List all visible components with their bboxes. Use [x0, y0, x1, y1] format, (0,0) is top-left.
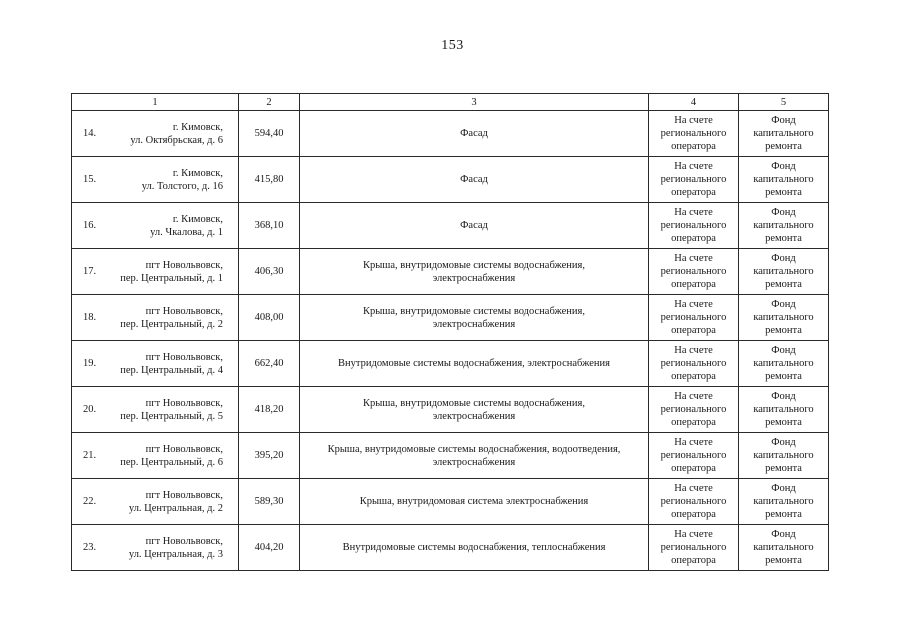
- page-number: 153: [441, 38, 464, 53]
- address-line-1: г. Кимовск,: [172, 167, 223, 179]
- account-line-1: На счете: [674, 207, 713, 218]
- fund-line-1: Фонд: [771, 437, 796, 448]
- fund-line-2: капитального: [753, 312, 814, 323]
- address-line-2: ул. Чкалова, д. 1: [150, 226, 223, 238]
- header-cell-1: 1: [72, 94, 239, 111]
- fund-line-3: ремонта: [765, 463, 802, 474]
- fund-line-3: ремонта: [765, 555, 802, 566]
- area-cell: 408,00: [239, 295, 300, 341]
- account-line-3: оператора: [671, 555, 716, 566]
- header-cell-2: 2: [239, 94, 300, 111]
- account-line-1: На счете: [674, 529, 713, 540]
- row-number: 18.: [83, 312, 97, 323]
- fund-line-3: ремонта: [765, 141, 802, 152]
- account-line-1: На счете: [674, 437, 713, 448]
- area-cell: 368,10: [239, 203, 300, 249]
- fund-cell: [739, 387, 829, 433]
- address-line-1: г. Кимовск,: [172, 213, 223, 225]
- fund-line-2: капитального: [753, 266, 814, 277]
- row-number: 21.: [83, 450, 97, 461]
- address-cell: [72, 525, 239, 571]
- works-line-1: Внутридомовые системы водоснабжения, электроснабжения: [338, 358, 610, 369]
- address-line-1: пгт Новольвовск,: [145, 305, 223, 317]
- table-row: [72, 479, 829, 525]
- area-cell: 415,80: [239, 157, 300, 203]
- address-line-2: ул. Центральная, д. 2: [128, 502, 223, 514]
- area-cell: 589,30: [239, 479, 300, 525]
- works-cell: [300, 525, 649, 571]
- works-line-1: Крыша, внутридомовые системы водоснабжения,: [363, 259, 585, 271]
- fund-line-1: Фонд: [771, 253, 796, 264]
- account-cell: [649, 295, 739, 341]
- address-cell: [72, 203, 239, 249]
- account-line-2: регионального: [660, 266, 727, 277]
- account-line-3: оператора: [671, 141, 716, 152]
- account-cell: [649, 433, 739, 479]
- address-cell: [72, 111, 239, 157]
- account-line-1: На счете: [674, 345, 713, 356]
- account-line-2: регионального: [660, 542, 727, 553]
- area-cell: 406,30: [239, 249, 300, 295]
- address-cell: [72, 295, 239, 341]
- account-line-2: регионального: [660, 404, 727, 415]
- table-row: [72, 525, 829, 571]
- works-line-1: Фасад: [460, 174, 488, 185]
- fund-line-3: ремонта: [765, 325, 802, 336]
- account-line-1: На счете: [674, 115, 713, 126]
- fund-cell: [739, 433, 829, 479]
- fund-line-1: Фонд: [771, 115, 796, 126]
- works-line-2: электроснабжения: [432, 318, 516, 330]
- works-line-2: электроснабжения: [432, 410, 516, 422]
- address-line-1: г. Кимовск,: [172, 121, 223, 133]
- address-line-2: ул. Октябрьская, д. 6: [130, 134, 223, 146]
- account-line-3: оператора: [671, 279, 716, 290]
- address-line-1: пгт Новольвовск,: [145, 259, 223, 271]
- fund-line-2: капитального: [753, 450, 814, 461]
- account-line-2: регионального: [660, 450, 727, 461]
- fund-cell: [739, 341, 829, 387]
- works-cell: [300, 249, 649, 295]
- table-row: [72, 387, 829, 433]
- fund-cell: [739, 111, 829, 157]
- works-cell: [300, 433, 649, 479]
- works-cell: [300, 203, 649, 249]
- header-cell-4: 4: [649, 94, 739, 111]
- fund-line-1: Фонд: [771, 161, 796, 172]
- works-line-2: электроснабжения: [432, 456, 516, 468]
- row-number: 17.: [83, 266, 97, 277]
- table-row: [72, 249, 829, 295]
- address-line-1: пгт Новольвовск,: [145, 351, 223, 363]
- works-line-2: электроснабжения: [432, 272, 516, 284]
- area-cell: 662,40: [239, 341, 300, 387]
- fund-cell: [739, 157, 829, 203]
- address-line-2: пер. Центральный, д. 1: [120, 272, 223, 284]
- row-number: 19.: [83, 358, 97, 369]
- address-line-2: пер. Центральный, д. 4: [120, 364, 223, 376]
- header-cell-3: 3: [300, 94, 649, 111]
- table-row: [72, 203, 829, 249]
- account-line-1: На счете: [674, 299, 713, 310]
- account-line-3: оператора: [671, 187, 716, 198]
- account-cell: [649, 387, 739, 433]
- fund-cell: [739, 295, 829, 341]
- header-row: [72, 94, 829, 111]
- fund-cell: [739, 525, 829, 571]
- fund-line-3: ремонта: [765, 233, 802, 244]
- account-line-3: оператора: [671, 417, 716, 428]
- fund-line-1: Фонд: [771, 391, 796, 402]
- area-cell: 418,20: [239, 387, 300, 433]
- address-line-2: пер. Центральный, д. 5: [120, 410, 223, 422]
- account-cell: [649, 111, 739, 157]
- fund-line-2: капитального: [753, 220, 814, 231]
- fund-line-2: капитального: [753, 496, 814, 507]
- address-line-2: ул. Толстого, д. 16: [141, 180, 223, 192]
- table-row: [72, 341, 829, 387]
- works-cell: [300, 341, 649, 387]
- area-cell: 395,20: [239, 433, 300, 479]
- account-line-2: регионального: [660, 358, 727, 369]
- fund-line-3: ремонта: [765, 417, 802, 428]
- fund-line-1: Фонд: [771, 345, 796, 356]
- fund-cell: [739, 479, 829, 525]
- works-line-1: Внутридомовые системы водоснабжения, теплоснабжения: [342, 542, 606, 553]
- fund-line-1: Фонд: [771, 207, 796, 218]
- account-line-3: оператора: [671, 233, 716, 244]
- fund-line-2: капитального: [753, 128, 814, 139]
- account-line-2: регионального: [660, 128, 727, 139]
- account-line-3: оператора: [671, 371, 716, 382]
- repair-table: [71, 93, 829, 571]
- fund-line-3: ремонта: [765, 187, 802, 198]
- works-line-1: Крыша, внутридомовая система электроснабжения: [359, 496, 589, 507]
- account-cell: [649, 341, 739, 387]
- account-cell: [649, 249, 739, 295]
- area-cell: 404,20: [239, 525, 300, 571]
- address-line-2: пер. Центральный, д. 2: [120, 318, 223, 330]
- fund-line-1: Фонд: [771, 529, 796, 540]
- works-cell: [300, 387, 649, 433]
- fund-cell: [739, 249, 829, 295]
- address-line-1: пгт Новольвовск,: [145, 443, 223, 455]
- works-cell: [300, 111, 649, 157]
- row-number: 16.: [83, 220, 97, 231]
- address-line-1: пгт Новольвовск,: [145, 397, 223, 409]
- fund-line-3: ремонта: [765, 371, 802, 382]
- account-line-2: регионального: [660, 496, 727, 507]
- account-cell: [649, 157, 739, 203]
- works-line-1: Фасад: [460, 128, 488, 139]
- fund-line-1: Фонд: [771, 299, 796, 310]
- fund-line-2: капитального: [753, 174, 814, 185]
- fund-cell: [739, 203, 829, 249]
- row-number: 14.: [83, 128, 97, 139]
- address-cell: [72, 341, 239, 387]
- address-cell: [72, 387, 239, 433]
- account-cell: [649, 479, 739, 525]
- fund-line-1: Фонд: [771, 483, 796, 494]
- address-cell: [72, 433, 239, 479]
- account-cell: [649, 525, 739, 571]
- fund-line-2: капитального: [753, 404, 814, 415]
- address-line-2: ул. Центральная, д. 3: [128, 548, 223, 560]
- address-line-1: пгт Новольвовск,: [145, 489, 223, 501]
- works-cell: [300, 295, 649, 341]
- account-line-2: регионального: [660, 312, 727, 323]
- works-line-1: Фасад: [460, 220, 488, 231]
- works-line-1: Крыша, внутридомовые системы водоснабжения, водоотведения,: [327, 443, 621, 455]
- area-cell: 594,40: [239, 111, 300, 157]
- address-line-2: пер. Центральный, д. 6: [120, 456, 223, 468]
- address-cell: [72, 249, 239, 295]
- account-line-3: оператора: [671, 509, 716, 520]
- works-line-1: Крыша, внутридомовые системы водоснабжения,: [363, 397, 585, 409]
- account-line-3: оператора: [671, 463, 716, 474]
- fund-line-2: капитального: [753, 542, 814, 553]
- account-line-2: регионального: [660, 220, 727, 231]
- table-row: [72, 157, 829, 203]
- table-row: [72, 433, 829, 479]
- table-row: [72, 295, 829, 341]
- address-cell: [72, 157, 239, 203]
- account-cell: [649, 203, 739, 249]
- header-cell-5: 5: [739, 94, 829, 111]
- account-line-1: На счете: [674, 253, 713, 264]
- fund-line-3: ремонта: [765, 509, 802, 520]
- fund-line-2: капитального: [753, 358, 814, 369]
- works-cell: [300, 479, 649, 525]
- row-number: 20.: [83, 404, 97, 415]
- address-line-1: пгт Новольвовск,: [145, 535, 223, 547]
- address-cell: [72, 479, 239, 525]
- account-line-1: На счете: [674, 483, 713, 494]
- account-line-2: регионального: [660, 174, 727, 185]
- works-line-1: Крыша, внутридомовые системы водоснабжения,: [363, 305, 585, 317]
- fund-line-3: ремонта: [765, 279, 802, 290]
- table-row: [72, 111, 829, 157]
- row-number: 15.: [83, 174, 97, 185]
- account-line-3: оператора: [671, 325, 716, 336]
- table-body: [72, 111, 829, 571]
- row-number: 22.: [83, 496, 97, 507]
- account-line-1: На счете: [674, 161, 713, 172]
- account-line-1: На счете: [674, 391, 713, 402]
- works-cell: [300, 157, 649, 203]
- row-number: 23.: [83, 542, 97, 553]
